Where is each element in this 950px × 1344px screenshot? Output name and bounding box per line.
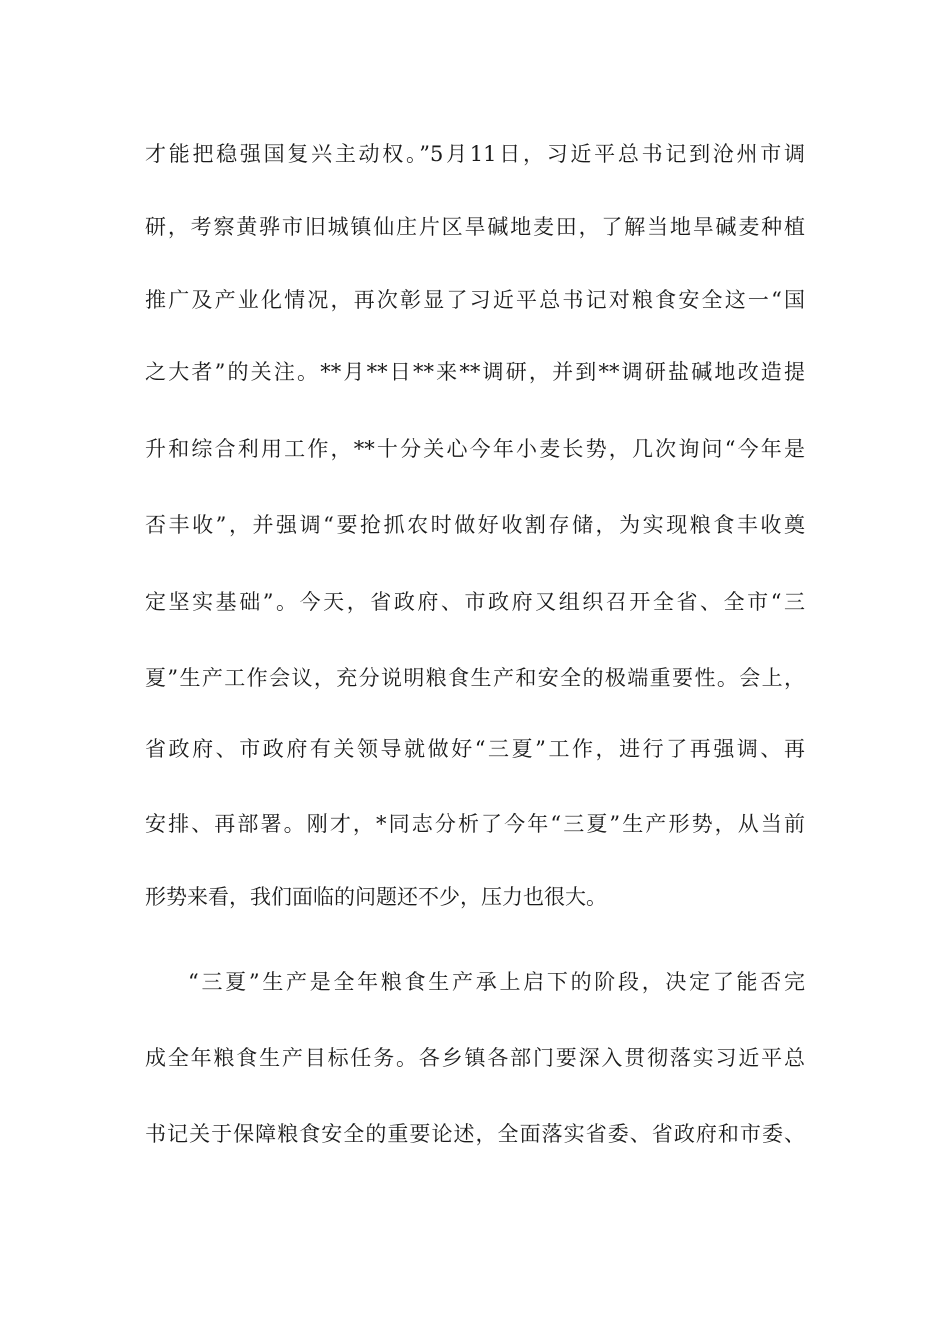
text-line: 省政府、市政府有关领导就做好“三夏”工作，进行了再强调、再	[145, 737, 805, 761]
text-line: 夏”生产工作会议，充分说明粮食生产和安全的极端重要性。会上，	[145, 666, 805, 690]
text-line: “三夏”生产是全年粮食生产承上启下的阶段，决定了能否完	[188, 970, 805, 994]
text-line: 形势来看，我们面临的问题还不少，压力也很大。	[145, 885, 607, 909]
text-line: 否丰收”，并强调“要抢抓农时做好收割存储，为实现粮食丰收奠	[145, 513, 805, 537]
text-line: 推广及产业化情况，再次彰显了习近平总书记对粮食安全这一“国	[145, 288, 805, 312]
text-line: 之大者”的关注。**月**日**来**调研，并到**调研盐碱地改造提	[145, 360, 805, 384]
text-line: 定坚实基础”。今天，省政府、市政府又组织召开全省、全市“三	[145, 590, 805, 614]
text-line: 安排、再部署。刚才，*同志分析了今年“三夏”生产形势，从当前	[145, 812, 805, 836]
text-line: 才能把稳强国复兴主动权。”5月11日，习近平总书记到沧州市调	[145, 142, 805, 166]
text-line: 书记关于保障粮食安全的重要论述，全面落实省委、省政府和市委、	[145, 1122, 805, 1146]
text-line: 成全年粮食生产目标任务。各乡镇各部门要深入贯彻落实习近平总	[145, 1046, 805, 1070]
text-line: 研，考察黄骅市旧城镇仙庄片区旱碱地麦田，了解当地旱碱麦种植	[145, 215, 805, 239]
text-line: 升和综合利用工作，**十分关心今年小麦长势，几次询问“今年是	[145, 437, 805, 461]
